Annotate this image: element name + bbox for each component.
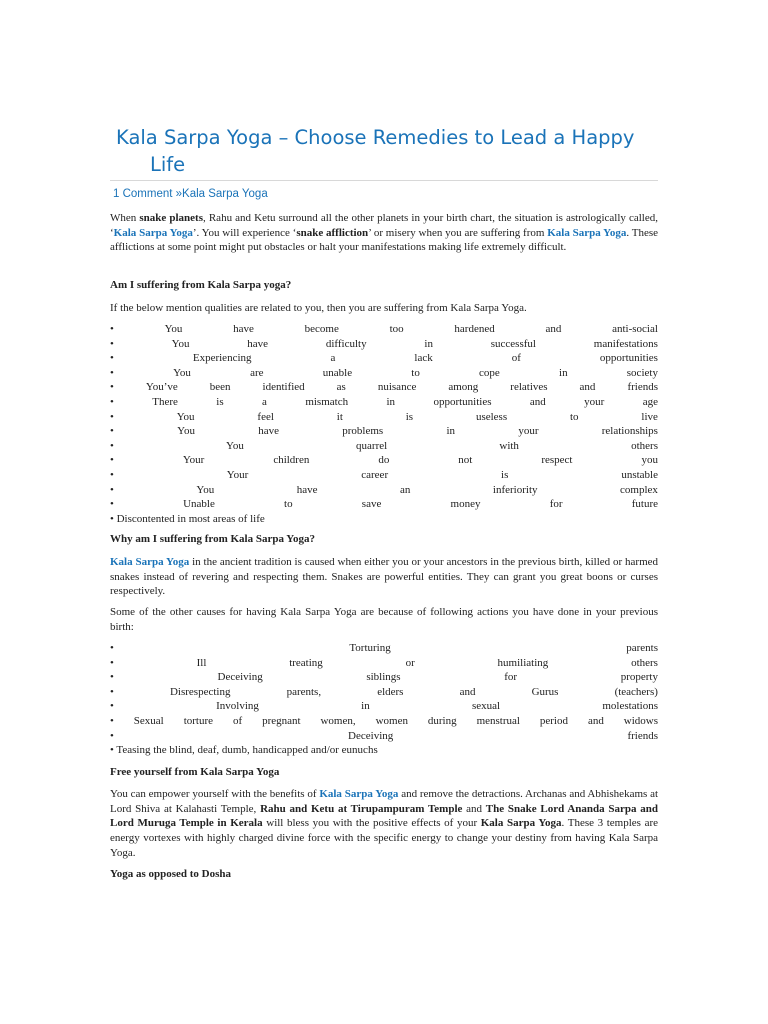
list-word: in xyxy=(361,700,370,713)
list-word: is xyxy=(405,410,414,423)
list-word: Sexual xyxy=(133,714,164,727)
list-word: and xyxy=(459,685,476,698)
list-word: Unable xyxy=(183,498,215,511)
list-word: live xyxy=(641,410,658,423)
list-word: others xyxy=(631,439,658,452)
list-word: have xyxy=(258,425,279,438)
list-word: is xyxy=(501,468,509,481)
list-word: feel xyxy=(257,410,274,423)
list-word: a xyxy=(330,352,336,365)
list-word: Deceiving xyxy=(217,671,263,684)
list-item xyxy=(110,714,658,729)
list-word: others xyxy=(631,656,658,669)
list-word: You xyxy=(196,483,215,496)
list-item: • Teasing the blind, deaf, dumb, handicapped and/or eunuchs xyxy=(110,744,378,757)
list-word: in xyxy=(559,366,568,379)
list-word: your xyxy=(584,395,605,408)
list-word: do xyxy=(378,454,390,467)
list-word: mismatch xyxy=(305,395,349,408)
heading-yoga-vs-dosha: Yoga as opposed to Dosha xyxy=(110,868,232,880)
list-word: are xyxy=(250,366,264,379)
list-word: cope xyxy=(479,366,500,379)
list-word: Gurus xyxy=(531,685,559,698)
list-item xyxy=(110,366,658,381)
list-item: • Discontented in most areas of life xyxy=(110,512,265,525)
list-word: pregnant xyxy=(262,714,301,727)
bullet: • xyxy=(110,337,114,350)
list-word: as xyxy=(336,381,346,394)
list-word: and xyxy=(529,395,546,408)
list-word: opportunities xyxy=(599,352,658,365)
post-meta[interactable]: 1 Comment »Kala Sarpa Yoga xyxy=(113,188,268,200)
list-item xyxy=(110,656,658,671)
kala-sarpa-link[interactable]: Kala Sarpa Yoga xyxy=(110,556,190,568)
list-word: your xyxy=(518,425,539,438)
title-divider xyxy=(110,180,658,181)
causes-intro: Some of the other causes for having Kala Sarpa Yoga are because of following actions you have done in your previous birth: xyxy=(110,606,658,633)
list-word: Ill xyxy=(196,656,207,669)
list-word: unable xyxy=(322,366,353,379)
list-word: future xyxy=(631,498,658,511)
list-word: Experiencing xyxy=(192,352,252,365)
list-word: in xyxy=(386,395,396,408)
list-word: in xyxy=(424,337,433,350)
list-word: to xyxy=(411,366,420,379)
bullet: • xyxy=(110,671,114,684)
list-word: parents, xyxy=(286,685,322,698)
list-word: with xyxy=(499,439,519,452)
list-word: of xyxy=(232,714,243,727)
bullet: • xyxy=(110,729,114,742)
list-word: for xyxy=(504,671,518,684)
list-item xyxy=(110,351,658,366)
list-word: society xyxy=(626,366,658,379)
list-word: have xyxy=(233,323,254,335)
list-word: relationships xyxy=(601,425,658,438)
list-item xyxy=(110,483,658,498)
bullet: • xyxy=(110,454,114,467)
list-word: You xyxy=(173,366,191,379)
list-word: useless xyxy=(475,410,508,423)
list-word: hardened xyxy=(454,323,495,335)
list-item xyxy=(110,439,658,454)
article-title xyxy=(116,124,656,178)
list-word: or xyxy=(405,656,415,669)
list-word: menstrual xyxy=(476,714,520,727)
list-word: treating xyxy=(289,656,323,669)
remedies-paragraph: You can empower yourself with the benefits of Kala Sarpa Yoga and remove the detractions. Archanas and Abhishekams at Lord Shiva at Kalahasti Temple, Rahu and Ketu at Tirupampuram Temple and The Snake Lord Ananda Sarpa and Lord Muruga Temple in Kerala will bless you with the positive effects of your Kala Sarpa Yoga. These 3 temples are energy vortexes with highly charged divine force with the specific energy to change your destiny from having Kala Sarpa Yoga. xyxy=(110,788,659,859)
list-word: an xyxy=(400,483,411,496)
list-word: women, xyxy=(320,714,356,727)
list-word: is xyxy=(216,395,224,408)
list-word: to xyxy=(569,410,579,423)
list-word: You xyxy=(226,439,244,452)
list-word: torture xyxy=(183,714,214,727)
list-word: of xyxy=(511,352,521,365)
bullet: • xyxy=(110,685,114,698)
bullet: • xyxy=(110,483,114,496)
list-word: women xyxy=(375,714,408,727)
list-word: Involving xyxy=(216,700,259,713)
list-word: Torturing xyxy=(349,642,391,654)
kala-sarpa-link[interactable]: Kala Sarpa Yoga xyxy=(547,226,627,239)
list-item xyxy=(110,337,658,352)
list-word: children xyxy=(273,454,310,467)
list-item xyxy=(110,497,658,512)
list-item xyxy=(110,729,658,744)
list-word: and xyxy=(545,323,562,335)
list-word: money xyxy=(450,498,481,511)
list-word: humiliating xyxy=(497,656,549,669)
list-word: There xyxy=(152,395,178,408)
title-line-1: Kala Sarpa Yoga – Choose Remedies to Lead a Happy xyxy=(116,126,635,149)
list-word: a xyxy=(262,395,267,408)
qualities-list xyxy=(110,322,658,526)
bullet: • xyxy=(110,439,114,452)
list-word: complex xyxy=(620,483,658,496)
list-word: Deceiving xyxy=(348,729,394,742)
list-word: friends xyxy=(627,381,658,394)
list-word: career xyxy=(361,468,389,481)
bullet: • xyxy=(110,700,114,713)
bullet: • xyxy=(110,323,114,335)
list-item xyxy=(110,685,658,700)
bullet: • xyxy=(110,352,114,365)
list-word: unstable xyxy=(621,468,658,481)
list-word: during xyxy=(427,714,457,727)
list-word: among xyxy=(448,381,479,394)
bullet: • xyxy=(110,656,114,669)
list-word: successful xyxy=(490,337,536,350)
bullet: • xyxy=(110,425,114,438)
list-word: You xyxy=(164,323,183,335)
list-word: manifestations xyxy=(593,337,658,350)
list-word: problems xyxy=(342,425,384,438)
list-word: age xyxy=(642,395,658,408)
list-word: siblings xyxy=(366,671,401,684)
bullet: • xyxy=(110,642,114,654)
list-word: and xyxy=(579,381,596,394)
list-item xyxy=(110,641,658,656)
list-word: lack xyxy=(414,352,433,365)
list-word: for xyxy=(549,498,563,511)
list-word: You’ve xyxy=(145,381,178,394)
list-word: too xyxy=(389,323,404,335)
qualities-intro: If the below mention qualities are related to you, then you are suffering from Kala Sarpa Yoga. xyxy=(110,302,527,314)
list-word: in xyxy=(446,425,456,438)
list-word: (teachers) xyxy=(614,685,658,698)
intro-paragraph: When snake planets, Rahu and Ketu surround all the other planets in your birth chart, the situation is astrologically called, ‘Kala Sarpa Yoga’. You will experience ‘snake affliction’ or misery when you are suffering from Kala Sarpa Yoga. These afflictions at some point might put obstacles or halt your manifestations making life extremely difficult. xyxy=(110,212,658,254)
list-word: elders xyxy=(377,685,404,698)
list-item xyxy=(110,424,658,439)
list-item xyxy=(110,410,658,425)
list-word: you xyxy=(641,454,658,467)
list-item xyxy=(110,468,658,483)
list-word: respect xyxy=(541,454,573,467)
bullet: • xyxy=(110,366,114,379)
kala-sarpa-link[interactable]: Kala Sarpa Yoga xyxy=(319,788,399,800)
list-word: period xyxy=(539,714,568,727)
list-item xyxy=(110,670,658,685)
list-item xyxy=(110,699,658,714)
list-word: nuisance xyxy=(377,381,417,394)
list-word: You xyxy=(176,410,195,423)
list-word: it xyxy=(336,410,343,423)
heading-am-i-suffering: Am I suffering from Kala Sarpa yoga? xyxy=(110,279,292,291)
list-item xyxy=(110,322,658,337)
list-word: become xyxy=(304,323,339,335)
list-word: Your xyxy=(182,454,205,467)
list-word: molestations xyxy=(602,700,658,713)
bullet: • xyxy=(110,714,114,727)
bullet: • xyxy=(110,395,114,408)
list-word: sexual xyxy=(472,700,501,713)
list-word: parents xyxy=(626,642,658,654)
list-word: quarrel xyxy=(356,439,388,452)
list-word: save xyxy=(361,498,382,511)
list-word: property xyxy=(620,671,658,684)
list-item xyxy=(110,395,658,410)
list-word: have xyxy=(296,483,318,496)
list-word: and xyxy=(587,714,604,727)
list-word: have xyxy=(247,337,269,350)
cause-paragraph: Kala Sarpa Yoga in the ancient tradition is caused when either you or your ancestors in the previous birth, killed or harmed snakes instead of revering and respecting them. Snakes are powerful entities. They can grant you great boons or curses respectively. xyxy=(110,556,659,598)
list-word: to xyxy=(284,498,293,511)
list-word: You xyxy=(171,337,190,350)
title-line-2: Life xyxy=(150,153,186,176)
kala-sarpa-link[interactable]: Kala Sarpa Yoga xyxy=(113,226,193,239)
bullet: • xyxy=(110,468,114,481)
bullet: • xyxy=(110,381,114,394)
list-word: inferiority xyxy=(492,483,538,496)
list-word: not xyxy=(458,454,473,467)
list-word: You xyxy=(177,425,195,438)
heading-why-suffering: Why am I suffering from Kala Sarpa Yoga? xyxy=(110,533,316,545)
list-word: been xyxy=(209,381,231,394)
bullet: • xyxy=(110,410,114,423)
list-word: difficulty xyxy=(325,337,367,350)
list-word: relatives xyxy=(510,381,548,394)
bullet: • xyxy=(110,498,114,511)
list-word: Disrespecting xyxy=(169,685,231,698)
list-item xyxy=(110,453,658,468)
list-word: identified xyxy=(262,381,305,394)
list-word: friends xyxy=(627,729,658,742)
heading-free-yourself: Free yourself from Kala Sarpa Yoga xyxy=(110,766,280,778)
list-word: Your xyxy=(226,468,249,481)
list-word: widows xyxy=(623,714,658,727)
list-word: opportunities xyxy=(433,395,492,408)
causes-list xyxy=(110,641,658,758)
list-word: anti-social xyxy=(612,323,658,335)
list-item xyxy=(110,380,658,395)
